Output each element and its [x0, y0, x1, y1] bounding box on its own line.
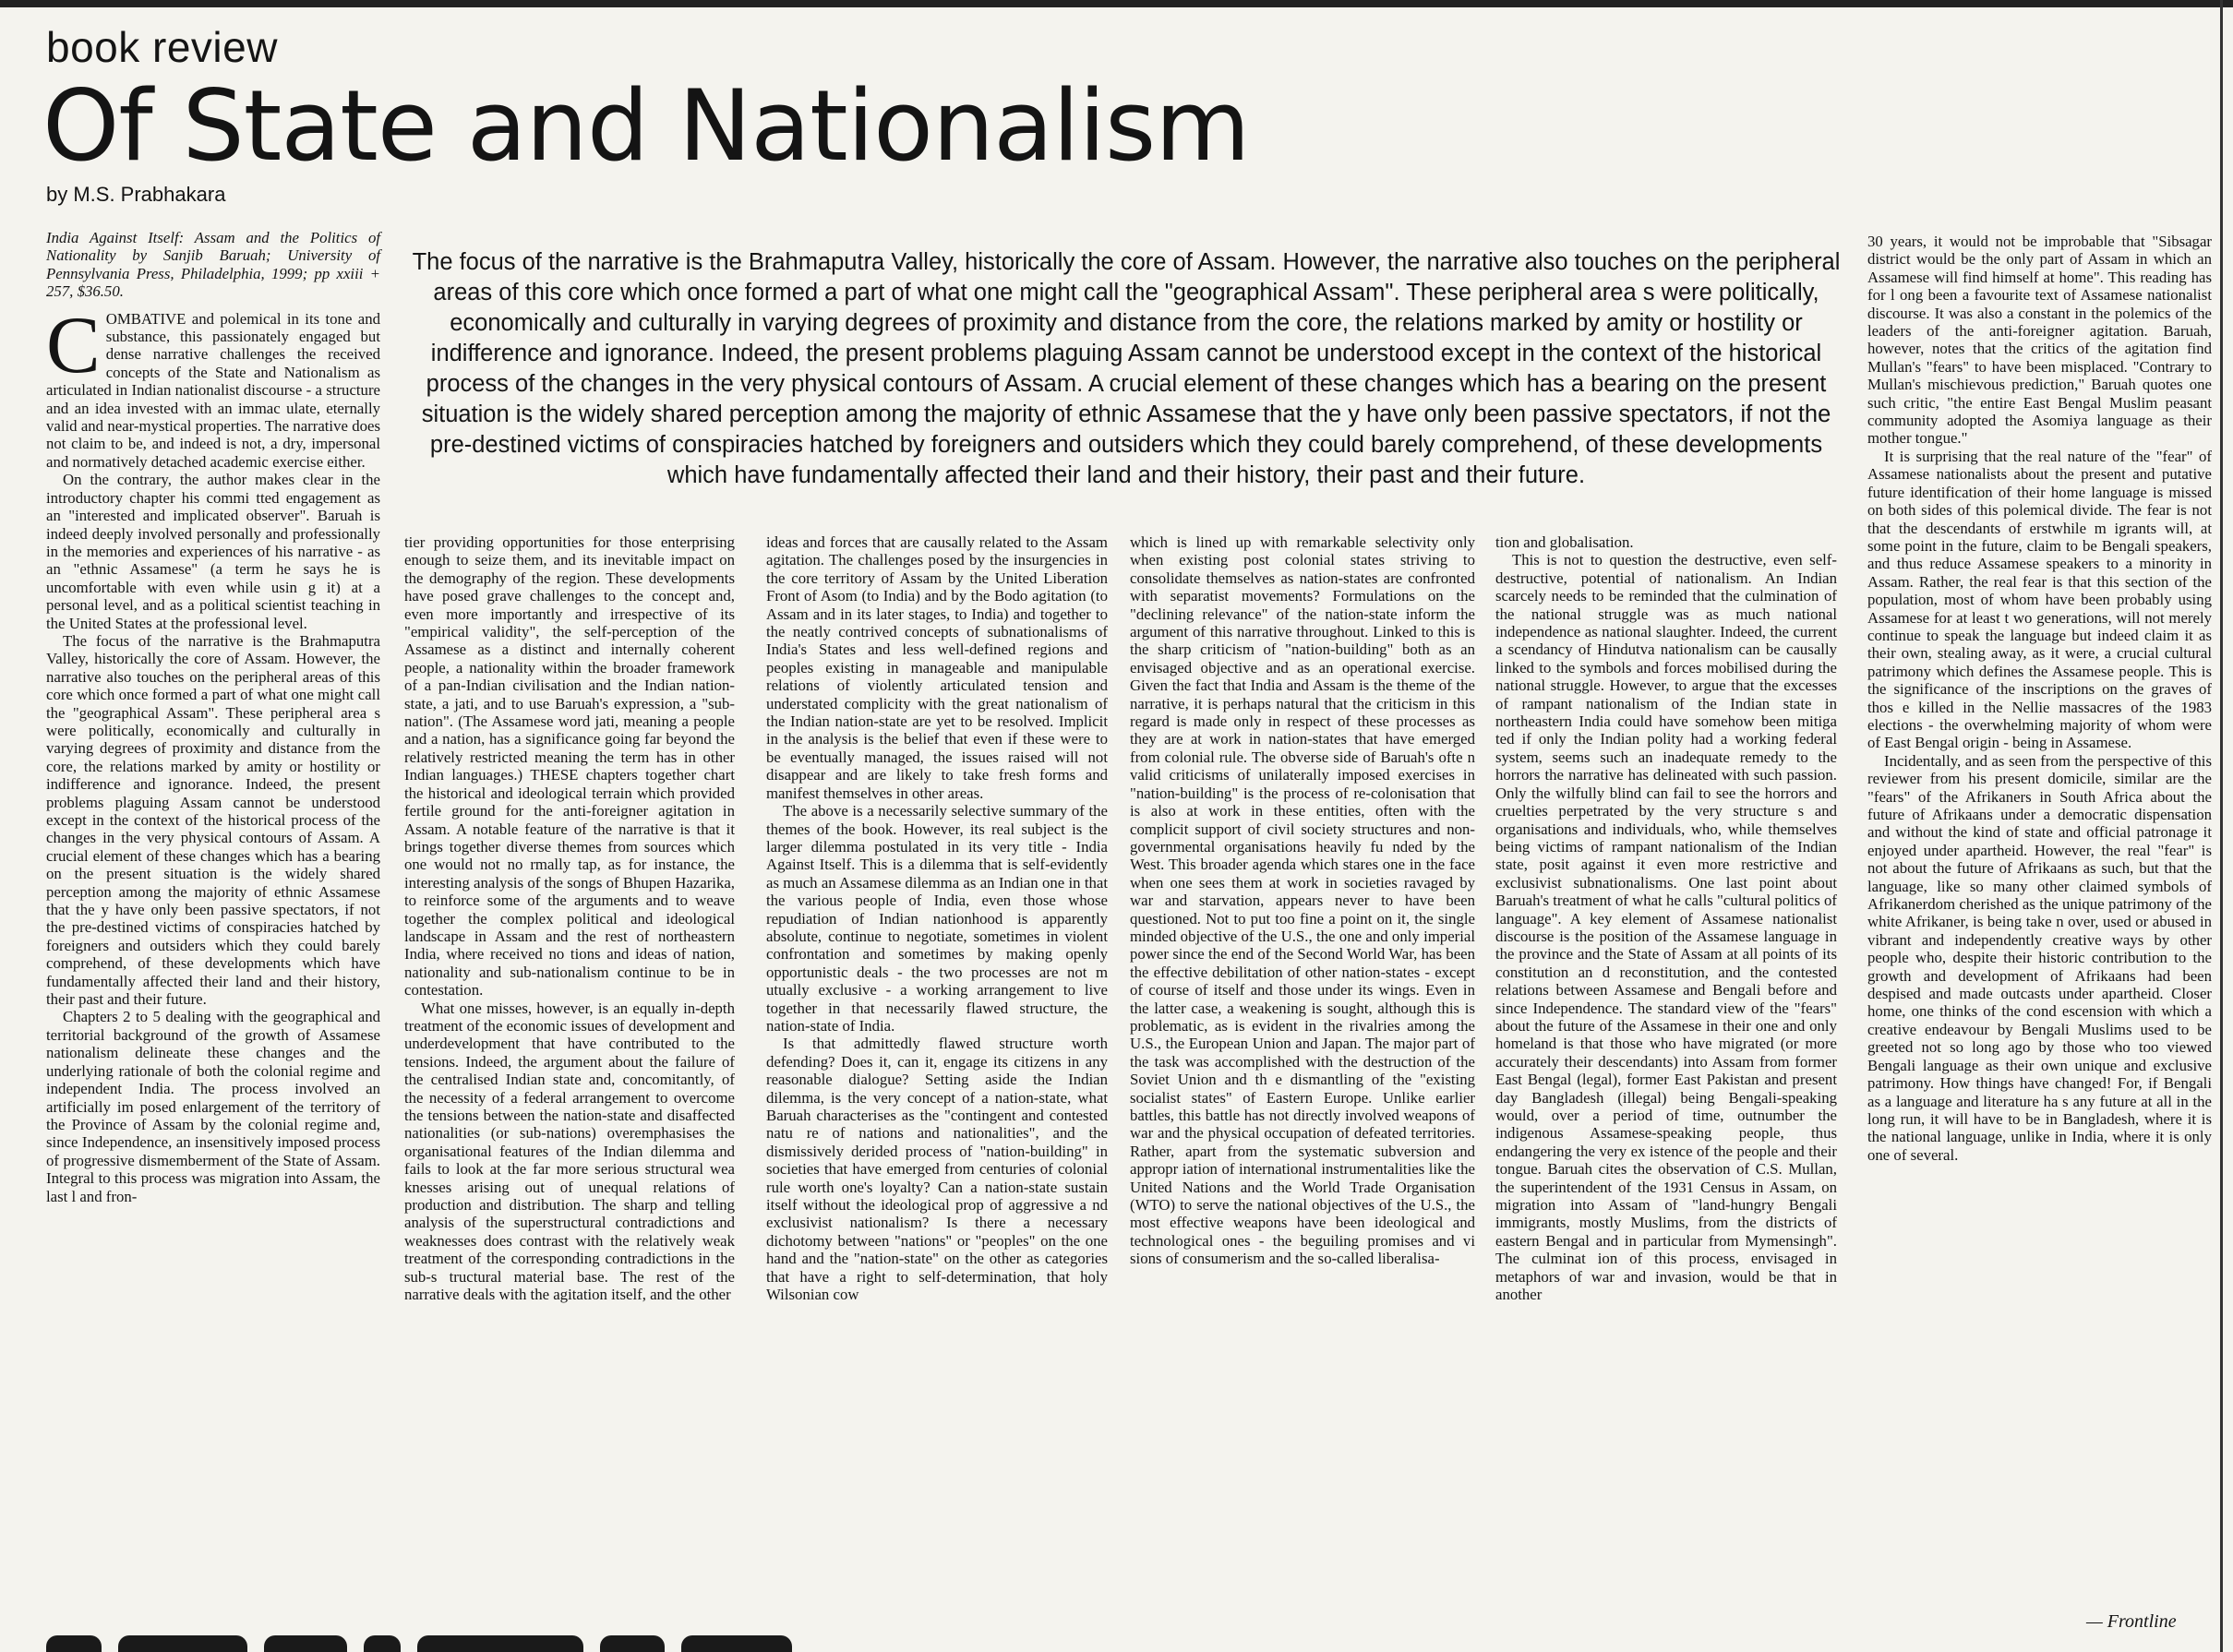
- headline: Of State and Nationalism: [42, 69, 1250, 183]
- paragraph: tier providing opportunities for those enterprising enough to seize them, and its inevitable impact on the demography of the region. These developments have posed grave challenges to the concept and, even more importantly and irrespective of its "empirical validity", the self-perception of the Assamese as a distinct and internally coherent people, a nationality within the broader framework of a pan-Indian civilisation and the Indian nation-state, a jati, and to use Baruah's expression, a "sub-nation". (The Assamese word jati, meaning a people and a nation, has a significance going far beyond the relatively restricted meaning the term has in other Indian languages.) THESE chapters together chart the historical and ideological terrain which provided fertile ground for the anti-foreigner agitation in Assam. A notable feature of the narrative is that it brings together diverse themes from sources which one would not no rmally tap, as for instance, the interesting analysis of the songs of Bhupen Hazarika, to reinforce some of the arguments and to weave together the complex political and ideological landscape in Assam and the rest of northeastern India, where received no tions and ideas of nation, nationality and sub-nationalism continue to be in contestation.: [404, 533, 735, 1000]
- paragraph: The focus of the narrative is the Brahmaputra Valley, historically the core of Assam. However, the narrative also touches on the peripheral areas of this core which once formed a part of what one might call the "geographical Assam". These peripheral area s were politically, economically and culturally in varying degrees of proximity and distance from the core, the relations marked by amity or hostility or indifference and ignorance. Indeed, the present problems plaguing Assam cannot be understood except in the context of the historical process of the changes in the very physical contours of Assam. A crucial element of these changes which has a bearing on the present situation is the widely shared perception among the majority of ethnic Assamese that the y have only been passive spectators, if not the pre-destined victims of conspiracies hatched by foreigners and outsiders which they could barely comprehend, of these developments which have fundamentally affected their land and their history, their past and their future.: [46, 631, 380, 1009]
- source-credit: — Frontline: [2086, 1611, 2177, 1632]
- paragraph: What one misses, however, is an equally in-depth treatment of the economic issues of development and underdevelopment that have contributed to the tensions. Indeed, the argument about the failure of the centralised Indian state and, concomitantly, of the necessity of a federal arrangement to overcome the tensions between the nation-state and disaffected nationalities (or sub-nations) overemphasises the organisational features of the Indian dilemma and fails to look at the far more serious structural wea knesses arising out of unequal relations of production and distribution. The sharp and telling analysis of the superstructural contradictions and weaknesses does contrast with the relatively weak treatment of the corresponding contradictions in the sub-s tructural material base. The rest of the narrative deals with the agitation itself, and the other: [404, 999, 735, 1304]
- top-rule: [0, 0, 2233, 7]
- paragraph: The above is a necessarily selective summary of the themes of the book. However, its real subject is the larger dilemma postulated in its very title - India Against Itself. This is a dilemma that is self-evidently as much an Assamese dilemma as an Indian one in that the various people of India, even those whose repudiation of Indian nationhood is apparently absolute, continue to negotiate, sometimes in violent confrontation and sometimes by making openly opportunistic deals - the two processes are not m utually exclusive - a working arrangement to live together in that necessarily flawed structure, the nation-state of India.: [766, 802, 1108, 1035]
- cropped-next-headline: [46, 1635, 2206, 1652]
- paragraph: On the contrary, the author makes clear in the introductory chapter his commi tted engagement as an "interested and implicated observer". Baruah is indeed deeply involved personally and professionally in the memories and experiences of his narrative - as an "ethnic Assamese" (a term he says he is uncomfortable with even while usin g it) at a personal level, and as a political scientist teaching in the United States at the professional level.: [46, 471, 380, 632]
- section-kicker: book review: [46, 23, 278, 71]
- right-rule: [2220, 0, 2223, 1652]
- paragraph: which is lined up with remarkable selectivity only when existing post colonial states striving to consolidate themselves as nation-states are confronted with separatist movements? Formulations on the "declining relevance" of the nation-state inform the argument of this narrative throughout. Linked to this is the sharp criticism of "nation-building" both as an envisaged objective and as an operational exercise. Given the fact that India and Assam is the theme of the narrative, it is perhaps natural that the criticism in this regard is made only in respect of these processes as they are at work in nation-states that have emerged from colonial rule. The obverse side of Baruah's ofte n valid criticisms of unilaterally imposed exercises in "nation-building" is the process of re-colonisation that is also at work in these entities, often with the complicit support of civil society structures and non-governmental organisations heavily fu nded by the West. This broader agenda which stares one in the face when one sees them at work in societies ravaged by war and starvation, appears never to have been questioned. Not to put too fine a point on it, the single minded objective of the U.S., the one and only imperial power since the end of the Second World War, has been the effective debilitation of other nation-states - except of course of itself and those under its wings. Even in the latter case, a weakening is sought, although this is problematic, as is evident in the rivalries among the U.S., the European Union and Japan. The major part of the task was accomplished with the destruction of the Soviet Union and th e dismantling of the "existing socialist states" of Eastern Europe. Unlike earlier battles, this battle has not directly involved weapons of war and the physical occupation of defeated territories. Rather, apart from the systematic subversion and appropr iation of international instrumentalities like the United Nations and the World Trade Organisation (WTO) to serve the national objectives of the U.S., the most effective weapons have been ideological and technological ones - the beguiling promises and vi sions of consumerism and the so-called liberalisa-: [1130, 533, 1475, 1268]
- book-info: India Against Itself: Assam and the Politics of Nationality by Sanjib Baruah; University of Pennsylvania Press, Philadelphia, 1999; pp xxiii + 257, $36.50.: [46, 229, 380, 301]
- pull-quote: The focus of the narrative is the Brahmaputra Valley, historically the core of Assam. However, the narrative also touches on the peripheral areas of this core which once formed a part of what one might call the "geographical Assam". These peripheral area s were politically, economically and culturally in varying degrees of proximity and distance from the core, the relations marked by amity or hostility or indifference and ignorance. Indeed, the present problems plaguing Assam cannot be understood except in the context of the historical process of the changes in the very physical contours of Assam. A crucial element of these changes which has a bearing on the present situation is the widely shared perception among the majority of ethnic Assamese that the y have only been passive spectators, if not the pre-destined victims of conspiracies hatched by foreigners and outsiders which they could barely comprehend, of these developments which have fundamentally affected their land and their history, their past and their future.: [412, 249, 1841, 488]
- article-column-5: [1495, 533, 1837, 1303]
- paragraph: This is not to question the destructive, even self-destructive, potential of nationalism. An Indian scarcely needs to be reminded that the culmination of the national struggle was as much national independence as national slaughter. Indeed, the current a scendancy of Hindutva nationalism can be causally linked to the symbols and forces mobilised during the national struggle. However, to argue that the excesses of rampant nationalism of the Indian state in northeastern India could have somehow been mitiga ted if only the Indian polity had a working federal system, seems such an inadequate remedy to the horrors the narrative has delineated with such passion. Only the wilfully blind can fail to see the horrors and cruelties perpetrated by the very structure s and organisations and individuals, who, while themselves being victims of rampant nationalism of the Indian state, posit against it even more restrictive and exclusivist subnationalisms. One last point about Baruah's treatment of what he calls "cultural politics of language". A key element of Assamese nationalist discourse is the position of the Assamese language in the province and the State of Assam at all points of its constitution an d reconstitution, and the contested relations between Assamese and Bengali before and since Independence. The standard view of the "fears" about the future of the Assamese in their one and only homeland is that those who have migrated (or more accurately their descendants) into Assam from former East Bengal (legal), former East Pakistan and present day Bangladesh (illegal) being Bengali-speaking would, over a period of time, outnumber the indigenous Assamese-speaking people, thus endangering the very ex istence of the people and their tongue. Baruah cites the observation of C.S. Mullan, the superintendent of the 1931 Census in Assam, on migration into Assam of "land-hungry Bengali immigrants, mostly Muslims, from the districts of eastern Bengal and in particular from Mymensingh". The culminat ion of this process, envisaged in metaphors of war and invasion, would be that in another: [1495, 551, 1837, 1304]
- paragraph: Is that admittedly flawed structure worth defending? Does it, can it, engage its citizens in any reasonable dialogue? Setting aside the Indian dilemma, is the very concept of a nation-state, what Baruah characterises as the "contingent and contested natu re of nations and nationalities", and the dismissively derided process of "nation-building" in societies that have emerged from centuries of colonial rule worth one's loyalty? Can a nation-state sustain itself without the ideological prop of aggressive a nd exclusivist nationalism? Is there a necessary dichotomy between "nations" or "peoples" on the one hand and the "nation-state" on the other as categories that have a right to self-determination, that holy Wilsonian cow: [766, 1035, 1108, 1304]
- paragraph: ideas and forces that are causally related to the Assam agitation. The challenges posed by the insurgencies in the core territory of Assam by the United Liberation Front of Asom (to India) and by the Bodo agitation (to Assam and in its later stages, to India) and together to the neatly contrived concepts of subnationalisms of India's States and less well-defined regions and peoples existing in manageable and manipulable relations of violently articulated tension and understated complicity with the great nationalism of the Indian nation-state are yet to be resolved. Implicit in the analysis is the belief that even if these were to be eventually managed, the issues raised will not disappear and are likely to take fresh forms and manifest themselves in other areas.: [766, 533, 1108, 802]
- paragraph: 30 years, it would not be improbable that "Sibsagar district would be the only part of Assam in which an Assamese will find himself at home". This reading has for l ong been a favourite text of Assamese nationalist discourse. It was also a constant in the polemics of the leaders of the anti-foreigner agitation. Baruah, however, notes that the critics of the agitation find Mullan's "fears" to have been misplaced. "Contrary to Mullan's mischievous prediction," Baruah quotes one such critic, "the entire East Bengal Muslim peasant community adopted the Asomiya language as their mother tongue.": [1867, 233, 2212, 448]
- paragraph: tion and globalisation.: [1495, 533, 1634, 551]
- drop-cap: C: [46, 300, 101, 390]
- byline: by M.S. Prabhakara: [46, 183, 226, 206]
- paragraph-text: OMBATIVE and polemical in its tone and substance, this passionately engaged but dense narrative challenges the received concepts of the State and Nationalism as articulated in Indian nationalist discourse - a structure and an idea invested with an immac ulate, eternally valid and near-mystical properties. The narrative does not claim to be, and indeed is not, a dry, impersonal and normatively detached academic exercise either.: [46, 309, 380, 471]
- article-column-2: [404, 533, 735, 1303]
- paragraph: Incidentally, and as seen from the perspective of this reviewer from his present domicile, similar are the "fears" of the Afrikaners in South Africa about the future of Afrikaans under a democratic dispensation and without the kind of state and official patronage it enjoyed under apartheid. However, the real "fear" is not about the future of Afrikaans as such, but that the language, like so many other claimed symbols of Afrikanerdom cherished as the unique patrimony of the white Afrikaner, is being take n over, used or abused in vibrant and independently creative ways by other people who, despite their historic contribution to the growth and development of Afrikaans had been despised and made outcasts under apartheid. Closer home, one thinks of the cond escension with which a creative endeavour by Bengali Muslims used to be greeted not so long ago by those who too viewed Bengali language as their own unique and exclusive patrimony. How things have changed! For, if Bengali as a language and literature ha s any future at all in the long run, it will have to be in Bangladesh, where it is the national language, unlike in India, where it is only one of several.: [1867, 751, 2212, 1164]
- paragraph: Chapters 2 to 5 dealing with the geographical and territorial background of the growth of Assamese nationalism delineate these changes and the underlying rationale of both the colonial regime and independent India. The process involved an artificially im posed enlargement of the territory of the Province of Assam by the colonial regime and, since Independence, an insensitively imposed process of progressive dismemberment of the State of Assam. Integral to this process was migration into Assam, the last l and fron-: [46, 1008, 380, 1205]
- article-column-6: [1867, 233, 2212, 1164]
- article-column-1: [46, 229, 380, 1205]
- paragraph: It is surprising that the real nature of the "fear" of Assamese nationalists about the present and putative future identification of their home language is missed on both sides of this polemical divide. The fear is not that the descendants of erstwhile m igrants will, at some point in the future, claim to be Bengali speakers, and thus reduce Assamese speakers to a minority in Assam. Rather, the real fear is that this section of the population, most of whom have been probably using Assamese for at least t wo generations, will not merely continue to speak the language but indeed claim it as their own, stealing away, as it were, a crucial cultural patrimony which defines the Assamese people. This is the significance of the inscriptions on the graves of thos e killed in the Nellie massacres of the 1983 elections - the overwhelming majority of whom were of East Bengal origin - being in Assamese.: [1867, 447, 2212, 752]
- paragraph: [46, 300, 380, 472]
- article-column-4: [1130, 533, 1475, 1268]
- article-column-3: [766, 533, 1108, 1303]
